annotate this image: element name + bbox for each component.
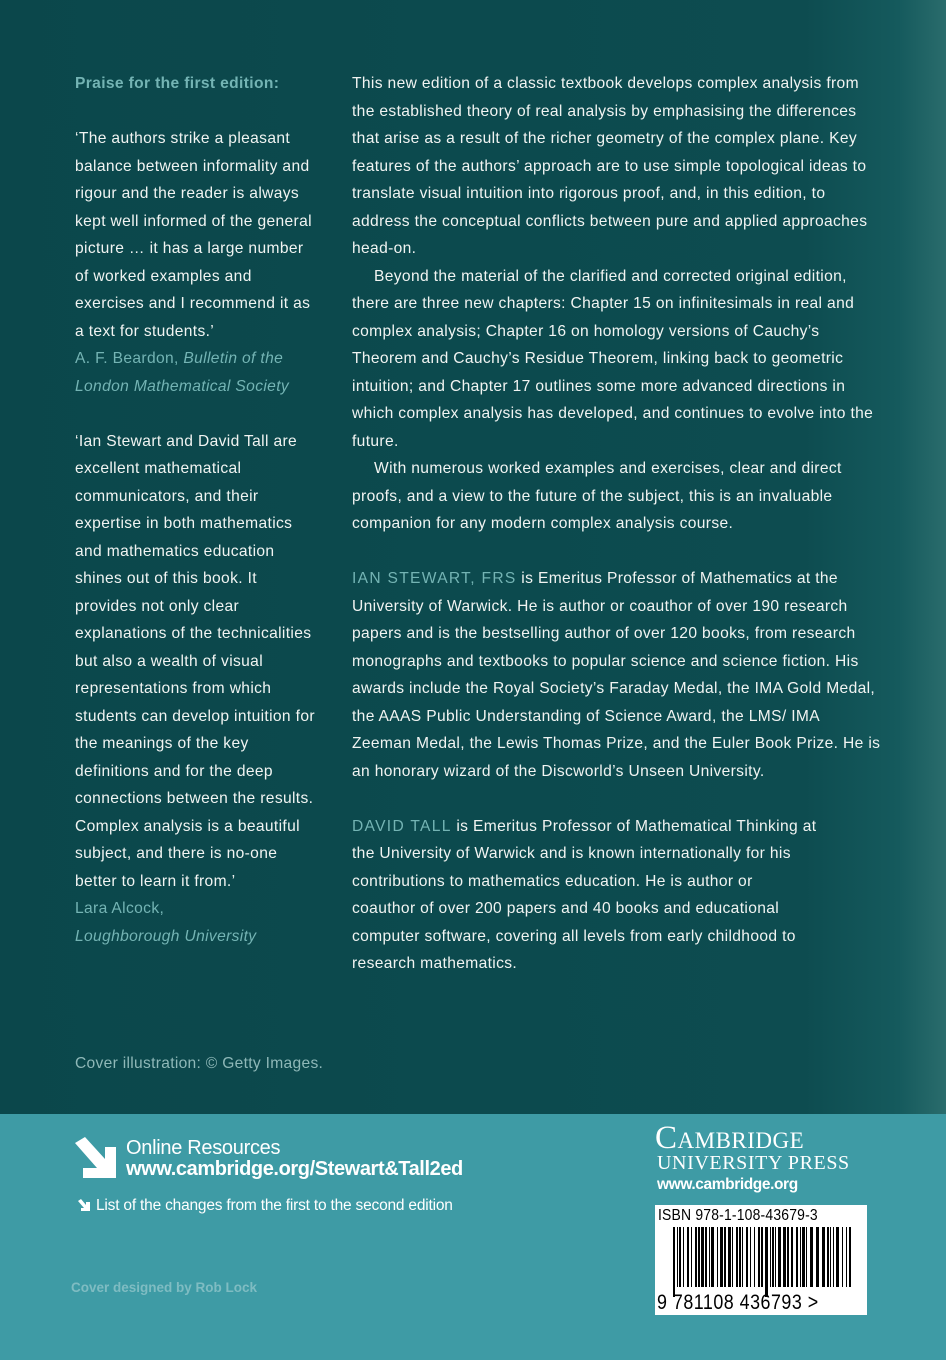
barcode-bars <box>673 1227 855 1297</box>
quote-affiliation: Loughborough University <box>75 927 257 945</box>
author-bio-stewart <box>352 565 882 785</box>
praise-heading: Praise for the first edition: <box>75 75 280 92</box>
online-resources-title: Online Resources <box>126 1137 281 1159</box>
quote-beardon: ‘The authors strike a pleasant balance between informality and rigour and the reader is always kept well informed of the general picture … it has a large number of worked examples and exercises and I recommend it as a text for students.’ <box>75 130 312 340</box>
quote-author: Lara Alcock, <box>75 900 165 917</box>
quote-author: A. F. Beardon, <box>75 350 179 367</box>
publisher-logo-name: Cambridge <box>655 1120 805 1156</box>
cover-illustration-credit: Cover illustration: © Getty Images. <box>75 1055 324 1072</box>
arrow-down-right-icon <box>78 1199 90 1211</box>
author-bio-tall <box>352 813 817 978</box>
changes-label: List of the changes from the first to the second edition <box>96 1197 453 1214</box>
arrow-down-right-icon <box>75 1137 117 1179</box>
barcode-digits: 9 781108 436793 > <box>657 1291 819 1314</box>
quote-alcock: ‘Ian Stewart and David Tall are excellent mathematical communicators, and their expertise in both mathematics and mathematics education shines out of this book. It provides not only clear explanations of the technicalities but also a wealth of visual representations from which students can develop intuition for the meanings of the key definitions and for the deep connections between the results. Complex analysis is a beautiful subject, and there is no-one better to learn it from.’ <box>75 432 315 890</box>
publisher-logo-sub: UNIVERSITY PRESS <box>657 1152 850 1174</box>
description-paragraph: With numerous worked examples and exercises, clear and direct proofs, and a view to the future of the subject, this is an invaluable companion for any modern complex analysis course. <box>352 460 842 532</box>
description-paragraph: This new edition of a classic textbook develops complex analysis from the established theory of real analysis by emphasising the differences that arise as a result of the richer geometry of the complex plane. Key features of the authors’ approach are to use simple topological ideas to translate visual intuition into rigorous proof, and, in this edition, to address the conceptual conflicts between pure and applied approaches head-on. <box>352 75 868 257</box>
author-name: DAVID TALL <box>352 817 452 835</box>
publisher-url: www.cambridge.org <box>657 1176 798 1193</box>
author-bio: is Emeritus Professor of Mathematical Thinking at the University of Warwick and is known internationally for his contributions to mathematics education. He is author or coauthor of over 200 papers and 40 books and educational computer software, covering all levels from early childhood to research mathematics. <box>352 817 817 972</box>
isbn-label: ISBN 978-1-108-43679-3 <box>658 1207 818 1224</box>
quote-affiliation: Bulletin of the London Mathematical Society <box>75 350 290 395</box>
author-bio: is Emeritus Professor of Mathematics at the University of Warwick. He is author or coauthor of over 190 research papers and is the bestselling author of over 120 books, from research monographs and textbooks to popular science and science fiction. His awards include the Royal Society’s Faraday Medal, the IMA Gold Medal, the AAAS Public Understanding of Science Award, the LMS/ IMA Zeeman Medal, the Lewis Thomas Prize, and the Euler Book Prize. He is an honorary wizard of the Discworld’s Unseen University. <box>352 570 881 780</box>
quote-beardon-attribution <box>75 345 325 400</box>
author-name: IAN STEWART, FRS <box>352 570 517 587</box>
online-resources-url[interactable]: www.cambridge.org/Stewart&Tall2ed <box>126 1158 463 1180</box>
cover-designer-credit: Cover designed by Rob Lock <box>71 1280 258 1295</box>
description-column <box>352 70 882 978</box>
isbn-barcode <box>655 1205 867 1315</box>
changes-list-link[interactable] <box>78 1197 453 1215</box>
description-paragraph: Beyond the material of the clarified and corrected original edition, there are three new chapters: Chapter 15 on infinitesimals in real and complex analysis; Chapter 16 on homology versions of Cauchy’s Theorem and Cauchy’s Residue Theorem, linking back to geometric intuition; and Chapter 17 outlines some more advanced directions in which complex analysis has developed, and continues to evolve into the future. <box>352 267 874 450</box>
praise-column <box>75 70 325 950</box>
